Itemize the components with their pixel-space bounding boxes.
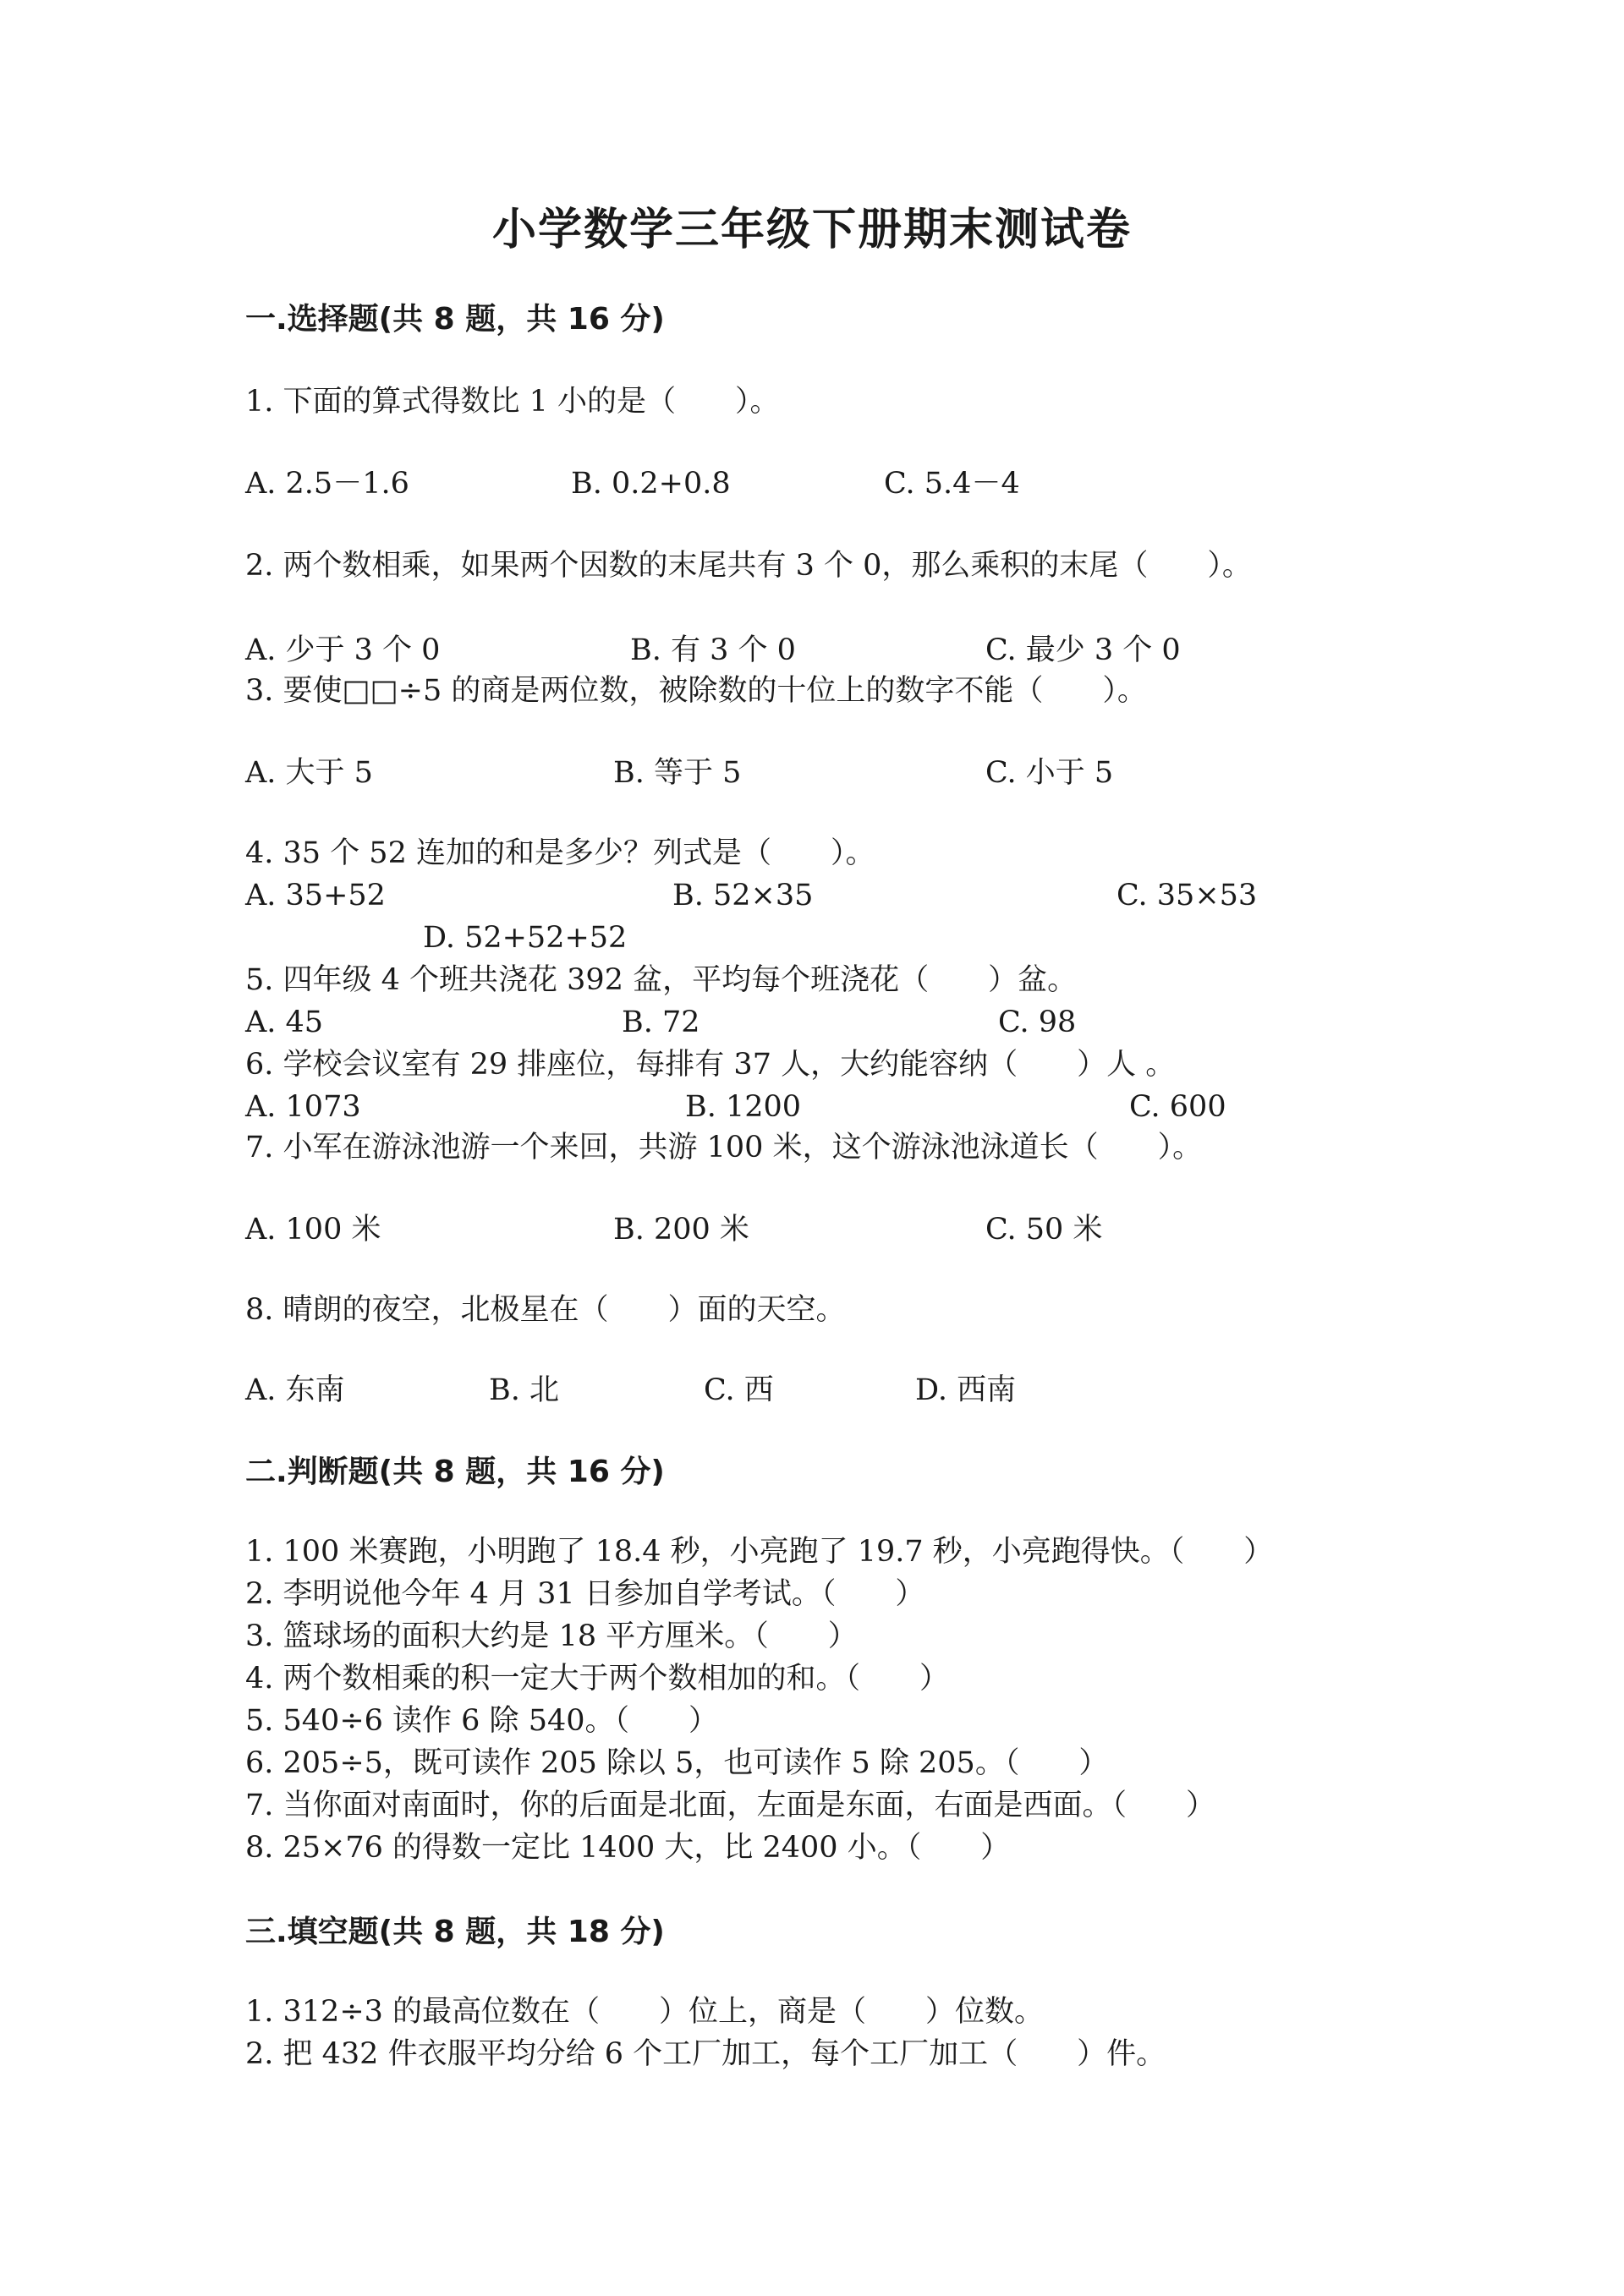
option: B. 北: [489, 1373, 559, 1407]
option: B. 52×35: [672, 879, 814, 912]
option: C. 35×53: [1116, 879, 1258, 912]
question-stem: 2. 两个数相乘，如果两个因数的末尾共有 3 个 0，那么乘积的末尾（ ）。: [245, 549, 1252, 583]
option: D. 西南: [915, 1373, 1017, 1407]
option: A. 35+52: [245, 879, 386, 912]
option: C. 5.4－4: [884, 467, 1020, 501]
fill-item: 2. 把 432 件衣服平均分给 6 个工厂加工，每个工厂加工（ ）件。: [245, 2037, 1166, 2071]
option: B. 1200: [685, 1090, 802, 1124]
fill-item: 1. 312÷3 的最高位数在（ ）位上，商是（ ）位数。: [245, 1995, 1045, 2029]
option: B. 0.2+0.8: [571, 467, 731, 501]
judge-item: 7. 当你面对南面时，你的后面是北面，左面是东面，右面是西面。（ ）: [245, 1789, 1216, 1822]
option: B. 等于 5: [613, 756, 742, 790]
question-stem: 6. 学校会议室有 29 排座位，每排有 37 人，大约能容纳（ ）人 。: [245, 1048, 1176, 1082]
judge-item: 5. 540÷6 读作 6 除 540。（ ）: [245, 1704, 718, 1738]
option: A. 1073: [245, 1090, 361, 1124]
option: A. 大于 5: [245, 756, 373, 790]
judge-item: 1. 100 米赛跑，小明跑了 18.4 秒，小亮跑了 19.7 秒，小亮跑得快。（ ）: [245, 1535, 1274, 1569]
option: A. 45: [245, 1006, 324, 1039]
question-stem: 1. 下面的算式得数比 1 小的是（ ）。: [245, 385, 780, 419]
option: C. 西: [704, 1373, 774, 1407]
question-stem: 4. 35 个 52 连加的和是多少？列式是（ ）。: [245, 836, 875, 870]
option: D. 52+52+52: [423, 921, 628, 955]
option: A. 少于 3 个 0: [245, 633, 441, 667]
question-stem: 7. 小军在游泳池游一个来回，共游 100 米，这个游泳池泳道长（ ）。: [245, 1131, 1203, 1164]
option: C. 小于 5: [985, 756, 1114, 790]
section-heading-choice: 一.选择题(共 8 题，共 16 分): [245, 302, 665, 337]
question-stem: 8. 晴朗的夜空，北极星在（ ）面的天空。: [245, 1293, 846, 1327]
judge-item: 3. 篮球场的面积大约是 18 平方厘米。（ ）: [245, 1619, 858, 1653]
option: B. 有 3 个 0: [630, 633, 796, 667]
option: B. 200 米: [613, 1213, 749, 1247]
section-heading-fill: 三.填空题(共 8 题，共 18 分): [245, 1915, 665, 1949]
option: A. 东南: [245, 1373, 345, 1407]
question-stem: 3. 要使□□÷5 的商是两位数，被除数的十位上的数字不能（ ）。: [245, 674, 1147, 708]
judge-item: 2. 李明说他今年 4 月 31 日参加自学考试。（ ）: [245, 1577, 925, 1611]
page-title: 小学数学三年级下册期末测试卷: [491, 205, 1132, 255]
option: C. 50 米: [985, 1213, 1103, 1247]
option: B. 72: [622, 1006, 700, 1039]
option: C. 600: [1129, 1090, 1226, 1124]
option: C. 最少 3 个 0: [985, 633, 1181, 667]
question-stem: 5. 四年级 4 个班共浇花 392 盆，平均每个班浇花（ ）盆。: [245, 963, 1078, 997]
judge-item: 4. 两个数相乘的积一定大于两个数相加的和。（ ）: [245, 1662, 950, 1696]
judge-item: 6. 205÷5，既可读作 205 除以 5，也可读作 5 除 205。（ ）: [245, 1746, 1109, 1780]
judge-item: 8. 25×76 的得数一定比 1400 大，比 2400 小。（ ）: [245, 1831, 1011, 1865]
section-heading-judge: 二.判断题(共 8 题，共 16 分): [245, 1455, 665, 1489]
option: A. 100 米: [245, 1213, 381, 1247]
option: A. 2.5－1.6: [245, 467, 409, 501]
option: C. 98: [998, 1006, 1077, 1039]
